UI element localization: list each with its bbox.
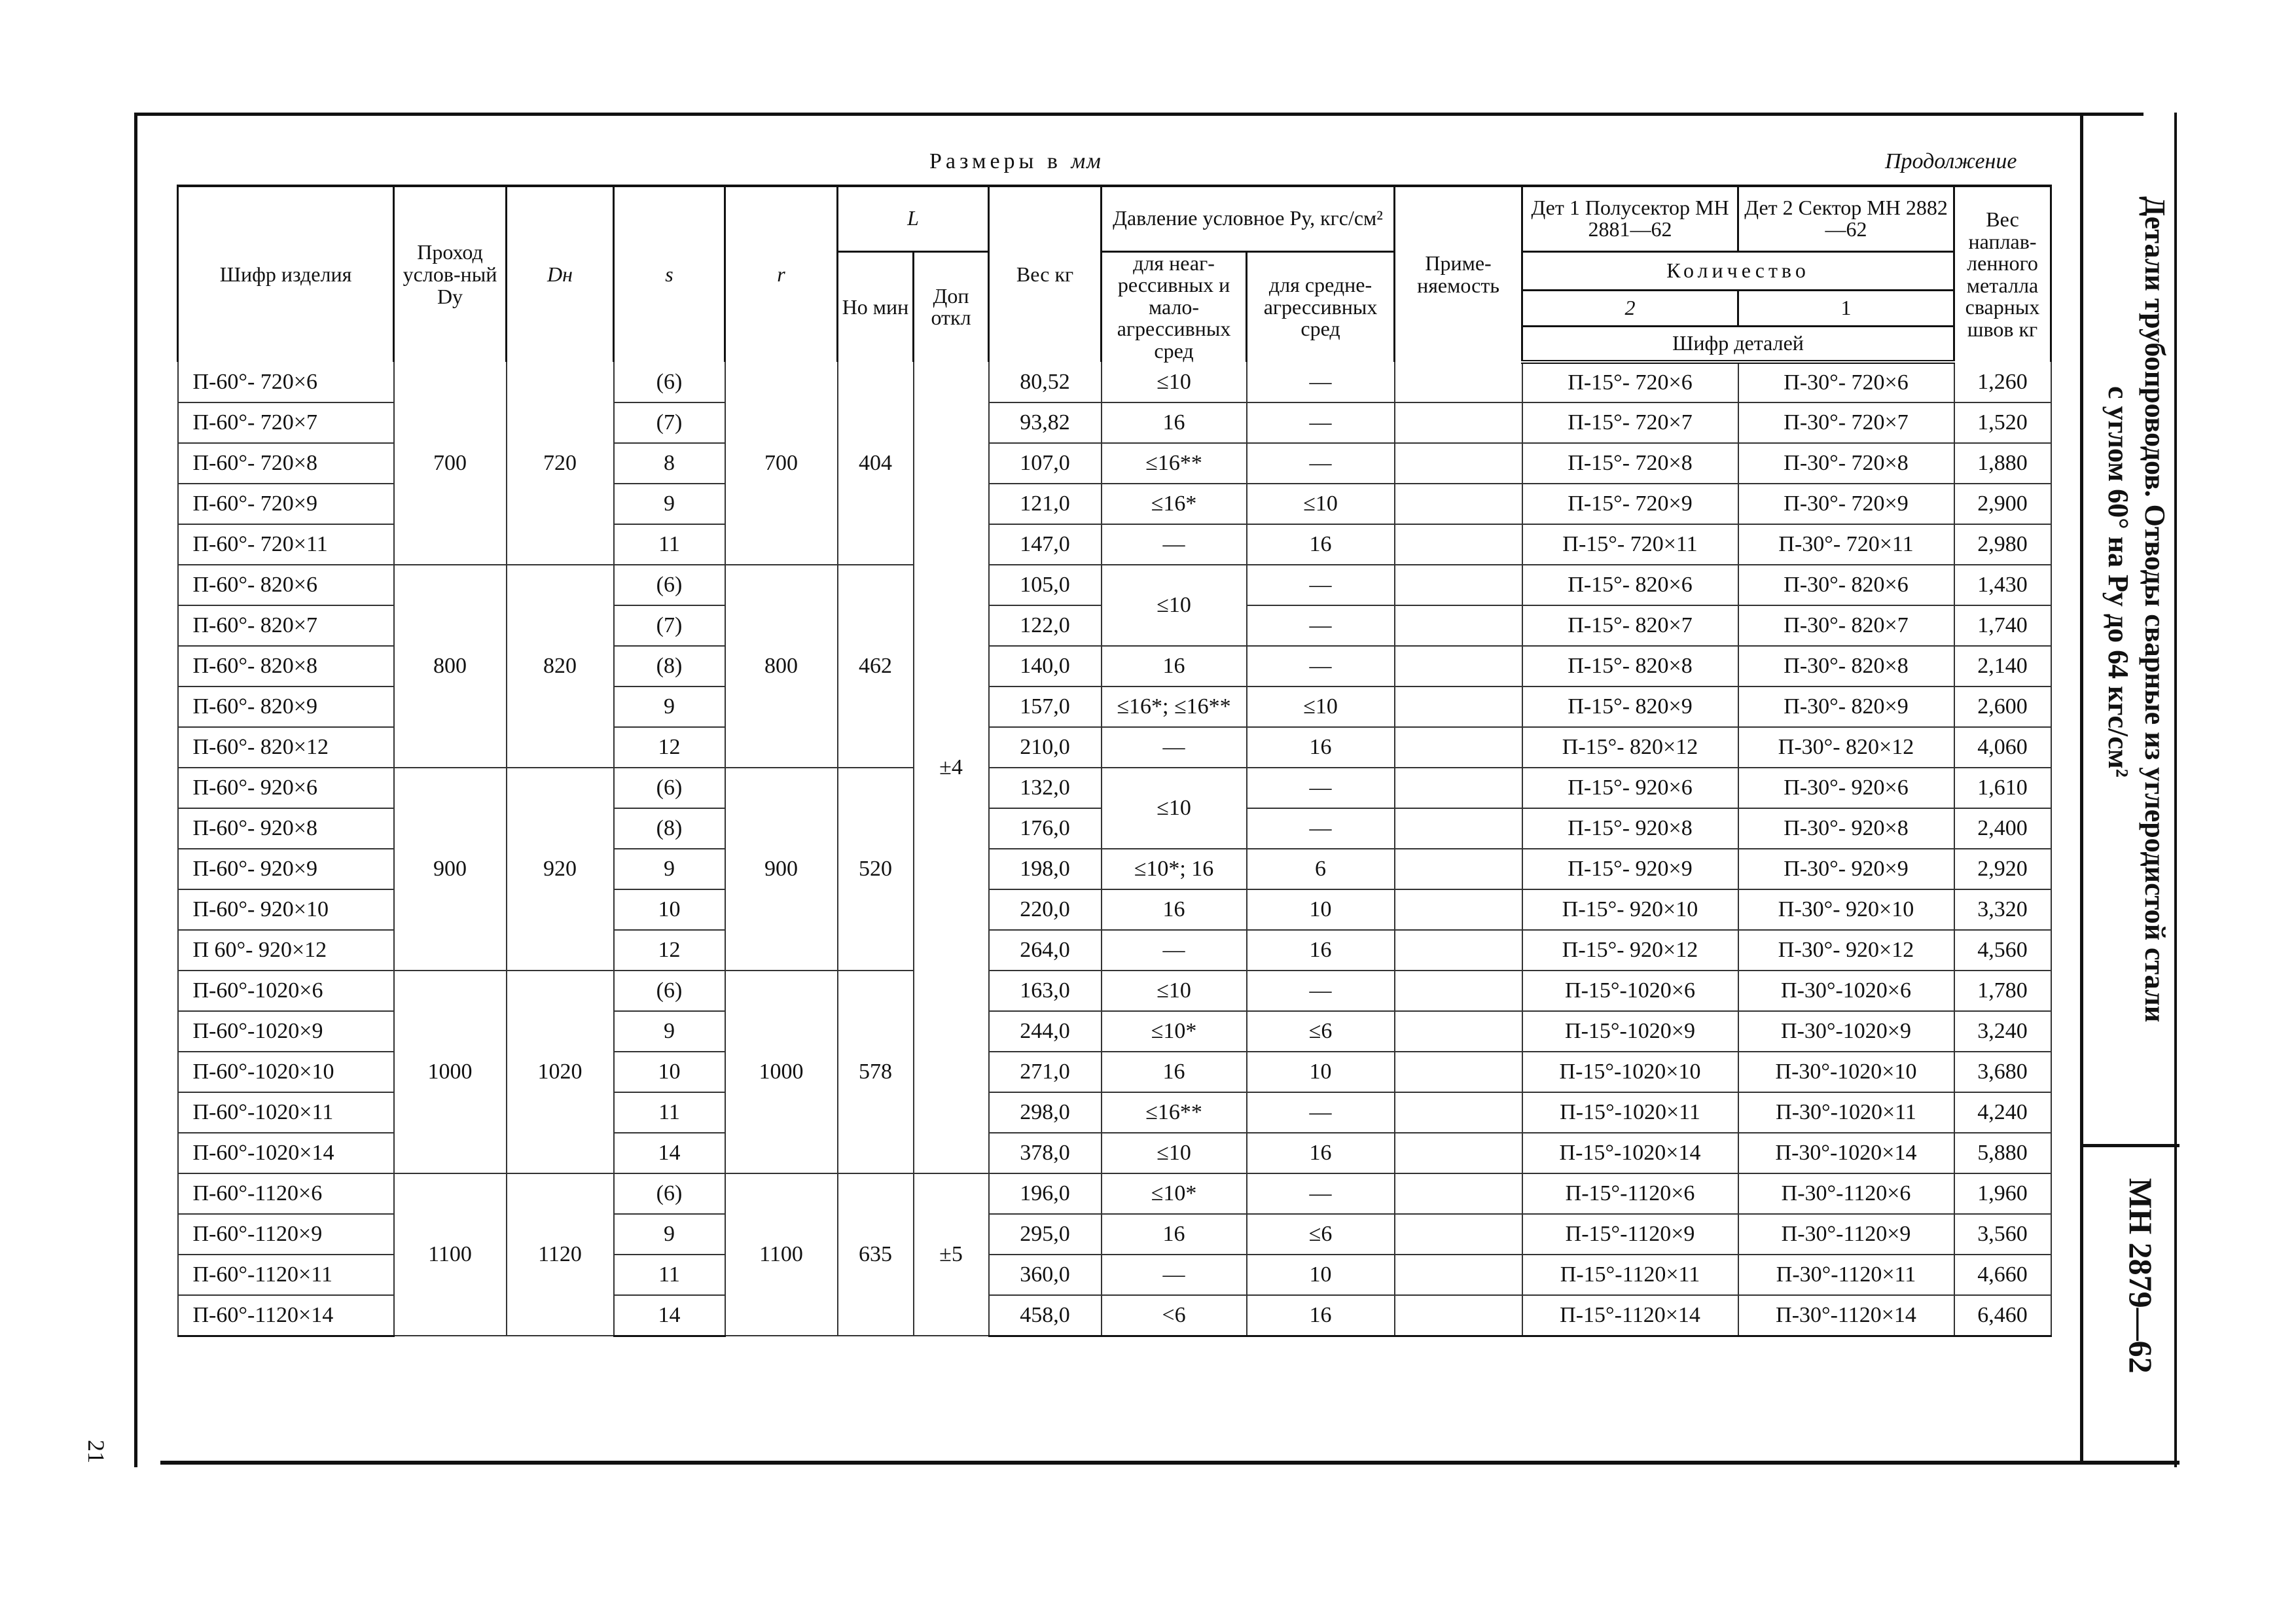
- cell-s: (6): [614, 768, 725, 808]
- cell-s: (6): [614, 362, 725, 402]
- cell-applicability: [1395, 768, 1522, 808]
- cell-applicability: [1395, 971, 1522, 1011]
- cell-weight: 360,0: [989, 1255, 1102, 1295]
- cell-code: П-60°- 920×6: [178, 768, 394, 808]
- cell-code: П-60°- 720×11: [178, 524, 394, 565]
- cell-applicability: [1395, 930, 1522, 971]
- cell-code: П-60°- 720×8: [178, 443, 394, 484]
- cell-pressure-nonaggressive: ≤10: [1102, 565, 1247, 646]
- cell-code: П-60°-1020×14: [178, 1133, 394, 1173]
- cell-det1-code: П-15°- 920×6: [1522, 768, 1738, 808]
- cell-code: П-60°-1020×6: [178, 971, 394, 1011]
- cell-r: 800: [725, 565, 838, 768]
- cell-det2-code: П-30°-1020×10: [1738, 1052, 1954, 1092]
- cell-pressure-mid: —: [1247, 1173, 1395, 1214]
- col-pressure-nonaggressive-header: для неаг-рессивных и мало-агрессивных сред: [1102, 251, 1247, 362]
- cell-applicability: [1395, 605, 1522, 646]
- col-dn-header: Dн: [507, 186, 614, 362]
- cell-applicability: [1395, 565, 1522, 605]
- cell-r: 1100: [725, 1173, 838, 1336]
- cell-pressure-mid: ≤10: [1247, 687, 1395, 727]
- cell-L-nominal: 462: [838, 565, 914, 768]
- cell-s: 10: [614, 889, 725, 930]
- cell-weld-weight: 1,960: [1954, 1173, 2051, 1214]
- cell-code: П-60°-1120×11: [178, 1255, 394, 1295]
- cell-dy: 1000: [394, 971, 507, 1173]
- cell-det2-code: П-30°- 720×7: [1738, 402, 1954, 443]
- cell-det2-code: П-30°- 720×6: [1738, 362, 1954, 402]
- cell-weight: 80,52: [989, 362, 1102, 402]
- col-quantity-header: Количество: [1522, 251, 1954, 291]
- cell-s: 14: [614, 1133, 725, 1173]
- cell-s: 10: [614, 1052, 725, 1092]
- cell-pressure-mid: —: [1247, 362, 1395, 402]
- cell-L-tolerance: ±5: [914, 1173, 989, 1336]
- cell-s: (7): [614, 605, 725, 646]
- cell-pressure-nonaggressive: ≤10*: [1102, 1173, 1247, 1214]
- cell-applicability: [1395, 524, 1522, 565]
- standard-code: МН 2879—62: [2123, 1178, 2159, 1374]
- units-unit: мм: [1071, 149, 1102, 173]
- cell-applicability: [1395, 849, 1522, 889]
- cell-weight: 220,0: [989, 889, 1102, 930]
- cell-s: 8: [614, 443, 725, 484]
- cell-applicability: [1395, 646, 1522, 687]
- cell-weight: 157,0: [989, 687, 1102, 727]
- table-row: [178, 362, 2051, 402]
- cell-applicability: [1395, 443, 1522, 484]
- cell-pressure-mid: —: [1247, 605, 1395, 646]
- cell-det1-code: П-15°- 920×12: [1522, 930, 1738, 971]
- cell-pressure-nonaggressive: ≤10*; 16: [1102, 849, 1247, 889]
- cell-dy: 900: [394, 768, 507, 971]
- col-s-header: s: [614, 186, 725, 362]
- cell-weld-weight: 3,680: [1954, 1052, 2051, 1092]
- frame-right-line: [2080, 113, 2083, 1464]
- cell-applicability: [1395, 362, 1522, 402]
- cell-pressure-nonaggressive: ≤16**: [1102, 1092, 1247, 1133]
- cell-applicability: [1395, 1011, 1522, 1052]
- cell-det1-code: П-15°-1020×14: [1522, 1133, 1738, 1173]
- cell-pressure-nonaggressive: ≤10: [1102, 1133, 1247, 1173]
- cell-code: П-60°- 820×12: [178, 727, 394, 768]
- frame-left-line: [134, 113, 137, 1467]
- cell-applicability: [1395, 1295, 1522, 1336]
- cell-det1-code: П-15°- 820×7: [1522, 605, 1738, 646]
- cell-det1-code: П-15°- 920×8: [1522, 808, 1738, 849]
- page-number: 21: [83, 1440, 109, 1463]
- cell-det2-code: П-30°- 820×7: [1738, 605, 1954, 646]
- cell-s: (6): [614, 565, 725, 605]
- cell-applicability: [1395, 1255, 1522, 1295]
- cell-pressure-mid: —: [1247, 565, 1395, 605]
- cell-weld-weight: 1,520: [1954, 402, 2051, 443]
- cell-s: (6): [614, 971, 725, 1011]
- col-quantity-det2: 1: [1738, 291, 1954, 327]
- cell-det1-code: П-15°- 820×9: [1522, 687, 1738, 727]
- col-parts-code-header: Шифр деталей: [1522, 326, 1954, 362]
- cell-weld-weight: 2,920: [1954, 849, 2051, 889]
- cell-det1-code: П-15°-1120×9: [1522, 1214, 1738, 1255]
- cell-applicability: [1395, 1173, 1522, 1214]
- cell-det1-code: П-15°-1020×11: [1522, 1092, 1738, 1133]
- col-pressure-header: Давление условное Pу, кгс/см²: [1102, 186, 1395, 251]
- cell-weight: 163,0: [989, 971, 1102, 1011]
- col-dy-header: Проход услов-ный Dу: [394, 186, 507, 362]
- cell-pressure-nonaggressive: ≤10*: [1102, 1011, 1247, 1052]
- cell-weld-weight: 2,980: [1954, 524, 2051, 565]
- cell-applicability: [1395, 687, 1522, 727]
- cell-weld-weight: 1,880: [1954, 443, 2051, 484]
- cell-pressure-nonaggressive: —: [1102, 930, 1247, 971]
- cell-weld-weight: 2,400: [1954, 808, 2051, 849]
- cell-dy: 800: [394, 565, 507, 768]
- cell-s: 11: [614, 1255, 725, 1295]
- cell-code: П-60°-1120×14: [178, 1295, 394, 1336]
- cell-s: 12: [614, 727, 725, 768]
- cell-weight: 176,0: [989, 808, 1102, 849]
- cell-weld-weight: 1,610: [1954, 768, 2051, 808]
- cell-s: (8): [614, 646, 725, 687]
- cell-weight: 264,0: [989, 930, 1102, 971]
- cell-L-nominal: 520: [838, 768, 914, 971]
- cell-weight: 210,0: [989, 727, 1102, 768]
- cell-pressure-mid: —: [1247, 402, 1395, 443]
- cell-det1-code: П-15°- 720×6: [1522, 362, 1738, 402]
- cell-weight: 107,0: [989, 443, 1102, 484]
- cell-weld-weight: 2,900: [1954, 484, 2051, 524]
- col-quantity-det1: 2: [1522, 291, 1738, 327]
- table-row: [178, 768, 2051, 808]
- cell-det2-code: П-30°- 920×9: [1738, 849, 1954, 889]
- cell-weight: 378,0: [989, 1133, 1102, 1173]
- cell-det1-code: П-15°-1120×11: [1522, 1255, 1738, 1295]
- cell-applicability: [1395, 1214, 1522, 1255]
- cell-code: П-60°-1020×10: [178, 1052, 394, 1092]
- side-standard-code-block: [2088, 1178, 2173, 1440]
- cell-s: (7): [614, 402, 725, 443]
- cell-pressure-mid: 10: [1247, 1255, 1395, 1295]
- cell-pressure-nonaggressive: —: [1102, 1255, 1247, 1295]
- cell-code: П-60°-1020×9: [178, 1011, 394, 1052]
- cell-code: П-60°- 920×10: [178, 889, 394, 930]
- col-L-tolerance-header: Доп откл: [914, 251, 989, 362]
- cell-s: 11: [614, 1092, 725, 1133]
- cell-r: 700: [725, 362, 838, 565]
- col-weld-weight-header: Вес наплав-ленного металла сварных швов кг: [1954, 186, 2051, 362]
- cell-code: П-60°-1020×11: [178, 1092, 394, 1133]
- cell-pressure-mid: ≤10: [1247, 484, 1395, 524]
- cell-pressure-mid: 6: [1247, 849, 1395, 889]
- cell-weld-weight: 4,240: [1954, 1092, 2051, 1133]
- side-title-block: [2088, 196, 2173, 1113]
- cell-code: П-60°- 720×6: [178, 362, 394, 402]
- cell-pressure-nonaggressive: ≤10: [1102, 971, 1247, 1011]
- cell-applicability: [1395, 808, 1522, 849]
- cell-pressure-mid: 16: [1247, 1295, 1395, 1336]
- cell-pressure-mid: —: [1247, 646, 1395, 687]
- col-det1-header: Дет 1 Полусектор МН 2881—62: [1522, 186, 1738, 251]
- cell-det2-code: П-30°- 920×8: [1738, 808, 1954, 849]
- cell-det2-code: П-30°- 920×10: [1738, 889, 1954, 930]
- col-weight-header: Вес кг: [989, 186, 1102, 362]
- cell-det1-code: П-15°- 720×7: [1522, 402, 1738, 443]
- side-separator-line: [2081, 1144, 2179, 1147]
- cell-dn: 1120: [507, 1173, 614, 1336]
- cell-pressure-mid: ≤6: [1247, 1214, 1395, 1255]
- cell-pressure-mid: 10: [1247, 1052, 1395, 1092]
- cell-s: 9: [614, 1011, 725, 1052]
- cell-code: П-60°- 720×9: [178, 484, 394, 524]
- cell-L-nominal: 404: [838, 362, 914, 565]
- cell-det1-code: П-15°- 720×8: [1522, 443, 1738, 484]
- cell-det1-code: П-15°- 720×11: [1522, 524, 1738, 565]
- cell-dn: 1020: [507, 971, 614, 1173]
- cell-pressure-nonaggressive: 16: [1102, 889, 1247, 930]
- cell-det2-code: П-30°-1120×9: [1738, 1214, 1954, 1255]
- cell-code: П 60°- 920×12: [178, 930, 394, 971]
- cell-s: 9: [614, 1214, 725, 1255]
- cell-pressure-nonaggressive: 16: [1102, 1214, 1247, 1255]
- cell-code: П-60°- 820×6: [178, 565, 394, 605]
- cell-weld-weight: 1,260: [1954, 362, 2051, 402]
- cell-applicability: [1395, 889, 1522, 930]
- cell-weight: 147,0: [989, 524, 1102, 565]
- cell-weld-weight: 4,660: [1954, 1255, 2051, 1295]
- col-L-nominal-header: Но мин: [838, 251, 914, 362]
- cell-weight: 122,0: [989, 605, 1102, 646]
- cell-pressure-nonaggressive: 16: [1102, 1052, 1247, 1092]
- cell-s: (8): [614, 808, 725, 849]
- cell-weight: 93,82: [989, 402, 1102, 443]
- cell-det2-code: П-30°-1020×11: [1738, 1092, 1954, 1133]
- cell-code: П-60°- 920×8: [178, 808, 394, 849]
- cell-s: 9: [614, 484, 725, 524]
- frame-bottom-line: [160, 1461, 2179, 1465]
- cell-weld-weight: 5,880: [1954, 1133, 2051, 1173]
- cell-s: 11: [614, 524, 725, 565]
- cell-weld-weight: 1,780: [1954, 971, 2051, 1011]
- cell-code: П-60°- 820×8: [178, 646, 394, 687]
- cell-code: П-60°- 720×7: [178, 402, 394, 443]
- cell-s: (6): [614, 1173, 725, 1214]
- frame-top-line: [134, 113, 2144, 116]
- col-code-header: Шифр изделия: [178, 186, 394, 362]
- cell-pressure-nonaggressive: 16: [1102, 402, 1247, 443]
- cell-s: 12: [614, 930, 725, 971]
- cell-det1-code: П-15°- 820×6: [1522, 565, 1738, 605]
- cell-dn: 920: [507, 768, 614, 971]
- cell-det1-code: П-15°-1020×10: [1522, 1052, 1738, 1092]
- cell-code: П-60°-1120×6: [178, 1173, 394, 1214]
- table-row: [178, 565, 2051, 605]
- col-L-header: L: [838, 186, 989, 251]
- cell-det2-code: П-30°- 820×6: [1738, 565, 1954, 605]
- cell-dn: 720: [507, 362, 614, 565]
- cell-code: П-60°- 820×9: [178, 687, 394, 727]
- cell-weld-weight: 2,600: [1954, 687, 2051, 727]
- cell-pressure-mid: —: [1247, 1092, 1395, 1133]
- cell-det2-code: П-30°- 820×12: [1738, 727, 1954, 768]
- cell-applicability: [1395, 484, 1522, 524]
- cell-det2-code: П-30°- 920×12: [1738, 930, 1954, 971]
- cell-det2-code: П-30°- 820×8: [1738, 646, 1954, 687]
- cell-det1-code: П-15°-1120×14: [1522, 1295, 1738, 1336]
- cell-pressure-mid: ≤6: [1247, 1011, 1395, 1052]
- table-row: [178, 971, 2051, 1011]
- cell-det1-code: П-15°- 820×8: [1522, 646, 1738, 687]
- cell-code: П-60°- 920×9: [178, 849, 394, 889]
- cell-pressure-mid: 16: [1247, 1133, 1395, 1173]
- cell-s: 9: [614, 687, 725, 727]
- col-r-header: r: [725, 186, 838, 362]
- cell-weight: 121,0: [989, 484, 1102, 524]
- dimensions-table: [177, 185, 2052, 1337]
- cell-weld-weight: 3,240: [1954, 1011, 2051, 1052]
- cell-weld-weight: 4,060: [1954, 727, 2051, 768]
- cell-code: П-60°- 820×7: [178, 605, 394, 646]
- cell-weight: 271,0: [989, 1052, 1102, 1092]
- continuation-label: Продолжение: [1885, 149, 2017, 173]
- cell-dn: 820: [507, 565, 614, 768]
- cell-s: 9: [614, 849, 725, 889]
- cell-pressure-nonaggressive: ≤10: [1102, 362, 1247, 402]
- cell-det1-code: П-15°- 920×10: [1522, 889, 1738, 930]
- cell-dy: 1100: [394, 1173, 507, 1336]
- cell-pressure-nonaggressive: <6: [1102, 1295, 1247, 1336]
- frame-outer-right-line: [2174, 113, 2177, 1467]
- cell-det2-code: П-30°-1120×6: [1738, 1173, 1954, 1214]
- cell-pressure-mid: —: [1247, 768, 1395, 808]
- cell-pressure-nonaggressive: —: [1102, 524, 1247, 565]
- cell-pressure-mid: 16: [1247, 727, 1395, 768]
- cell-det1-code: П-15°- 720×9: [1522, 484, 1738, 524]
- cell-pressure-mid: 10: [1247, 889, 1395, 930]
- table-body: [178, 362, 2051, 1336]
- cell-weight: 295,0: [989, 1214, 1102, 1255]
- col-det2-header: Дет 2 Сектор МН 2882—62: [1738, 186, 1954, 251]
- cell-applicability: [1395, 727, 1522, 768]
- cell-L-tolerance: ±4: [914, 362, 989, 1173]
- cell-weld-weight: 2,140: [1954, 646, 2051, 687]
- table-row: [178, 1173, 2051, 1214]
- cell-dy: 700: [394, 362, 507, 565]
- cell-pressure-nonaggressive: 16: [1102, 646, 1247, 687]
- cell-weight: 298,0: [989, 1092, 1102, 1133]
- cell-pressure-mid: —: [1247, 443, 1395, 484]
- cell-pressure-nonaggressive: —: [1102, 727, 1247, 768]
- cell-det2-code: П-30°-1020×6: [1738, 971, 1954, 1011]
- col-pressure-mid-aggressive-header: для средне-агрессивных сред: [1247, 251, 1395, 362]
- cell-s: 14: [614, 1295, 725, 1336]
- cell-weld-weight: 1,430: [1954, 565, 2051, 605]
- cell-weight: 105,0: [989, 565, 1102, 605]
- cell-det2-code: П-30°- 720×9: [1738, 484, 1954, 524]
- cell-det1-code: П-15°- 820×12: [1522, 727, 1738, 768]
- cell-pressure-nonaggressive: ≤10: [1102, 768, 1247, 849]
- cell-det1-code: П-15°- 920×9: [1522, 849, 1738, 889]
- cell-det1-code: П-15°-1120×6: [1522, 1173, 1738, 1214]
- cell-det2-code: П-30°-1020×9: [1738, 1011, 1954, 1052]
- cell-det2-code: П-30°- 820×9: [1738, 687, 1954, 727]
- cell-r: 900: [725, 768, 838, 971]
- units-prefix: Размеры в: [929, 149, 1071, 173]
- cell-code: П-60°-1120×9: [178, 1214, 394, 1255]
- cell-applicability: [1395, 1092, 1522, 1133]
- cell-applicability: [1395, 402, 1522, 443]
- cell-weight: 132,0: [989, 768, 1102, 808]
- cell-pressure-nonaggressive: ≤16*; ≤16**: [1102, 687, 1247, 727]
- cell-applicability: [1395, 1052, 1522, 1092]
- cell-weld-weight: 4,560: [1954, 930, 2051, 971]
- cell-pressure-mid: 16: [1247, 930, 1395, 971]
- cell-weld-weight: 6,460: [1954, 1295, 2051, 1336]
- cell-det2-code: П-30°-1120×11: [1738, 1255, 1954, 1295]
- side-title-line2: с углом 60° на Pу до 64 кгс/см²: [2102, 386, 2134, 777]
- cell-weight: 140,0: [989, 646, 1102, 687]
- cell-weight: 244,0: [989, 1011, 1102, 1052]
- cell-weight: 196,0: [989, 1173, 1102, 1214]
- cell-L-nominal: 635: [838, 1173, 914, 1336]
- side-title-line1: Детали трубопроводов. Отводы сварные из углеродистой стали: [2139, 196, 2171, 1023]
- cell-r: 1000: [725, 971, 838, 1173]
- cell-det1-code: П-15°-1020×6: [1522, 971, 1738, 1011]
- cell-weight: 458,0: [989, 1295, 1102, 1336]
- cell-pressure-mid: —: [1247, 971, 1395, 1011]
- cell-L-nominal: 578: [838, 971, 914, 1173]
- units-note: [929, 149, 1102, 174]
- cell-det1-code: П-15°-1020×9: [1522, 1011, 1738, 1052]
- cell-det2-code: П-30°- 720×11: [1738, 524, 1954, 565]
- cell-pressure-nonaggressive: ≤16*: [1102, 484, 1247, 524]
- cell-weld-weight: 3,320: [1954, 889, 2051, 930]
- cell-pressure-mid: 16: [1247, 524, 1395, 565]
- cell-weight: 198,0: [989, 849, 1102, 889]
- cell-weld-weight: 1,740: [1954, 605, 2051, 646]
- cell-pressure-mid: —: [1247, 808, 1395, 849]
- cell-applicability: [1395, 1133, 1522, 1173]
- cell-det2-code: П-30°-1120×14: [1738, 1295, 1954, 1336]
- col-applicability-header: Приме-няемость: [1395, 186, 1522, 362]
- cell-det2-code: П-30°- 920×6: [1738, 768, 1954, 808]
- cell-pressure-nonaggressive: ≤16**: [1102, 443, 1247, 484]
- cell-det2-code: П-30°-1020×14: [1738, 1133, 1954, 1173]
- cell-weld-weight: 3,560: [1954, 1214, 2051, 1255]
- cell-det2-code: П-30°- 720×8: [1738, 443, 1954, 484]
